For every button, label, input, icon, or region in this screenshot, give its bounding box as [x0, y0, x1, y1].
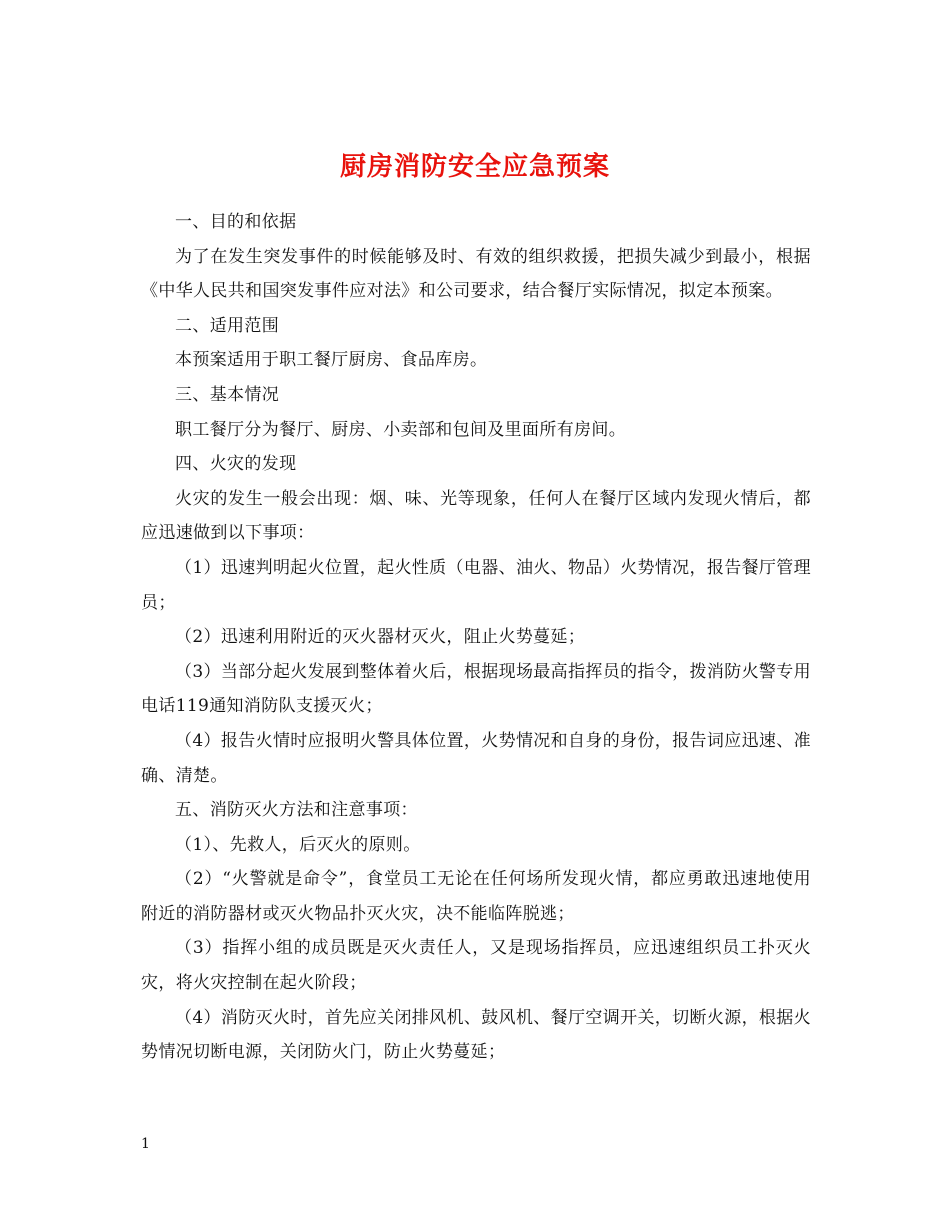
list-item: （3）当部分起火发展到整体着火后，根据现场最高指挥员的指令，拨消防火警专用电话119通知消防队支援灭火； — [141, 661, 811, 717]
document-title: 厨房消防安全应急预案 — [339, 152, 610, 183]
section-heading: 二、适用范围 — [175, 315, 280, 336]
body-paragraph: 职工餐厅分为餐厅、厨房、小卖部和包间及里面所有房间。 — [175, 419, 627, 440]
list-item: （2）迅速利用附近的灭火器材灭火，阻止火势蔓延； — [175, 627, 586, 648]
body-paragraph: 本预案适用于职工餐厅厨房、食品库房。 — [175, 350, 488, 371]
section-heading: 五、消防灭火方法和注意事项： — [175, 800, 418, 821]
list-item: （4）报告火情时应报明火警具体位置，火势情况和自身的身份，报告词应迅速、准确、清楚。 — [141, 730, 811, 786]
section-heading: 三、基本情况 — [175, 384, 280, 405]
section-heading: 一、目的和依据 — [175, 212, 297, 232]
list-item: （1）迅速判明起火位置，起火性质（电器、油火、物品）火势情况，报告餐厅管理员； — [141, 557, 811, 613]
list-item: （3）指挥小组的成员既是灭火责任人，又是现场指挥员，应迅速组织员工扑灭火灾，将火灾控制在起火阶段； — [141, 938, 811, 994]
section-heading: 四、火灾的发现 — [175, 454, 297, 475]
body-paragraph: 火灾的发生一般会出现：烟、味、光等现象，任何人在餐厅区域内发现火情后，都应迅速做到以下事项： — [141, 488, 811, 544]
list-item: （2）“火警就是命令”，食堂员工无论在任何场所发现火情，都应勇敢迅速地使用附近的消防器材或灭火物品扑灭火灾，决不能临阵脱逃； — [141, 869, 811, 924]
body-paragraph: 为了在发生突发事件的时候能够及时、有效的组织救援，把损失减少到最小，根据《中华人民共和国突发事件应对法》和公司要求，结合餐厅实际情况，拟定本预案。 — [141, 246, 811, 302]
page-number: 1 — [141, 1136, 150, 1152]
list-item: （1）、先救人，后灭火的原则。 — [175, 834, 421, 855]
list-item: （4）消防灭火时，首先应关闭排风机、鼓风机、餐厅空调开关，切断火源，根据火势情况切断电源，关闭防火门，防止火势蔓延； — [141, 1007, 811, 1063]
document-body — [141, 205, 811, 1070]
